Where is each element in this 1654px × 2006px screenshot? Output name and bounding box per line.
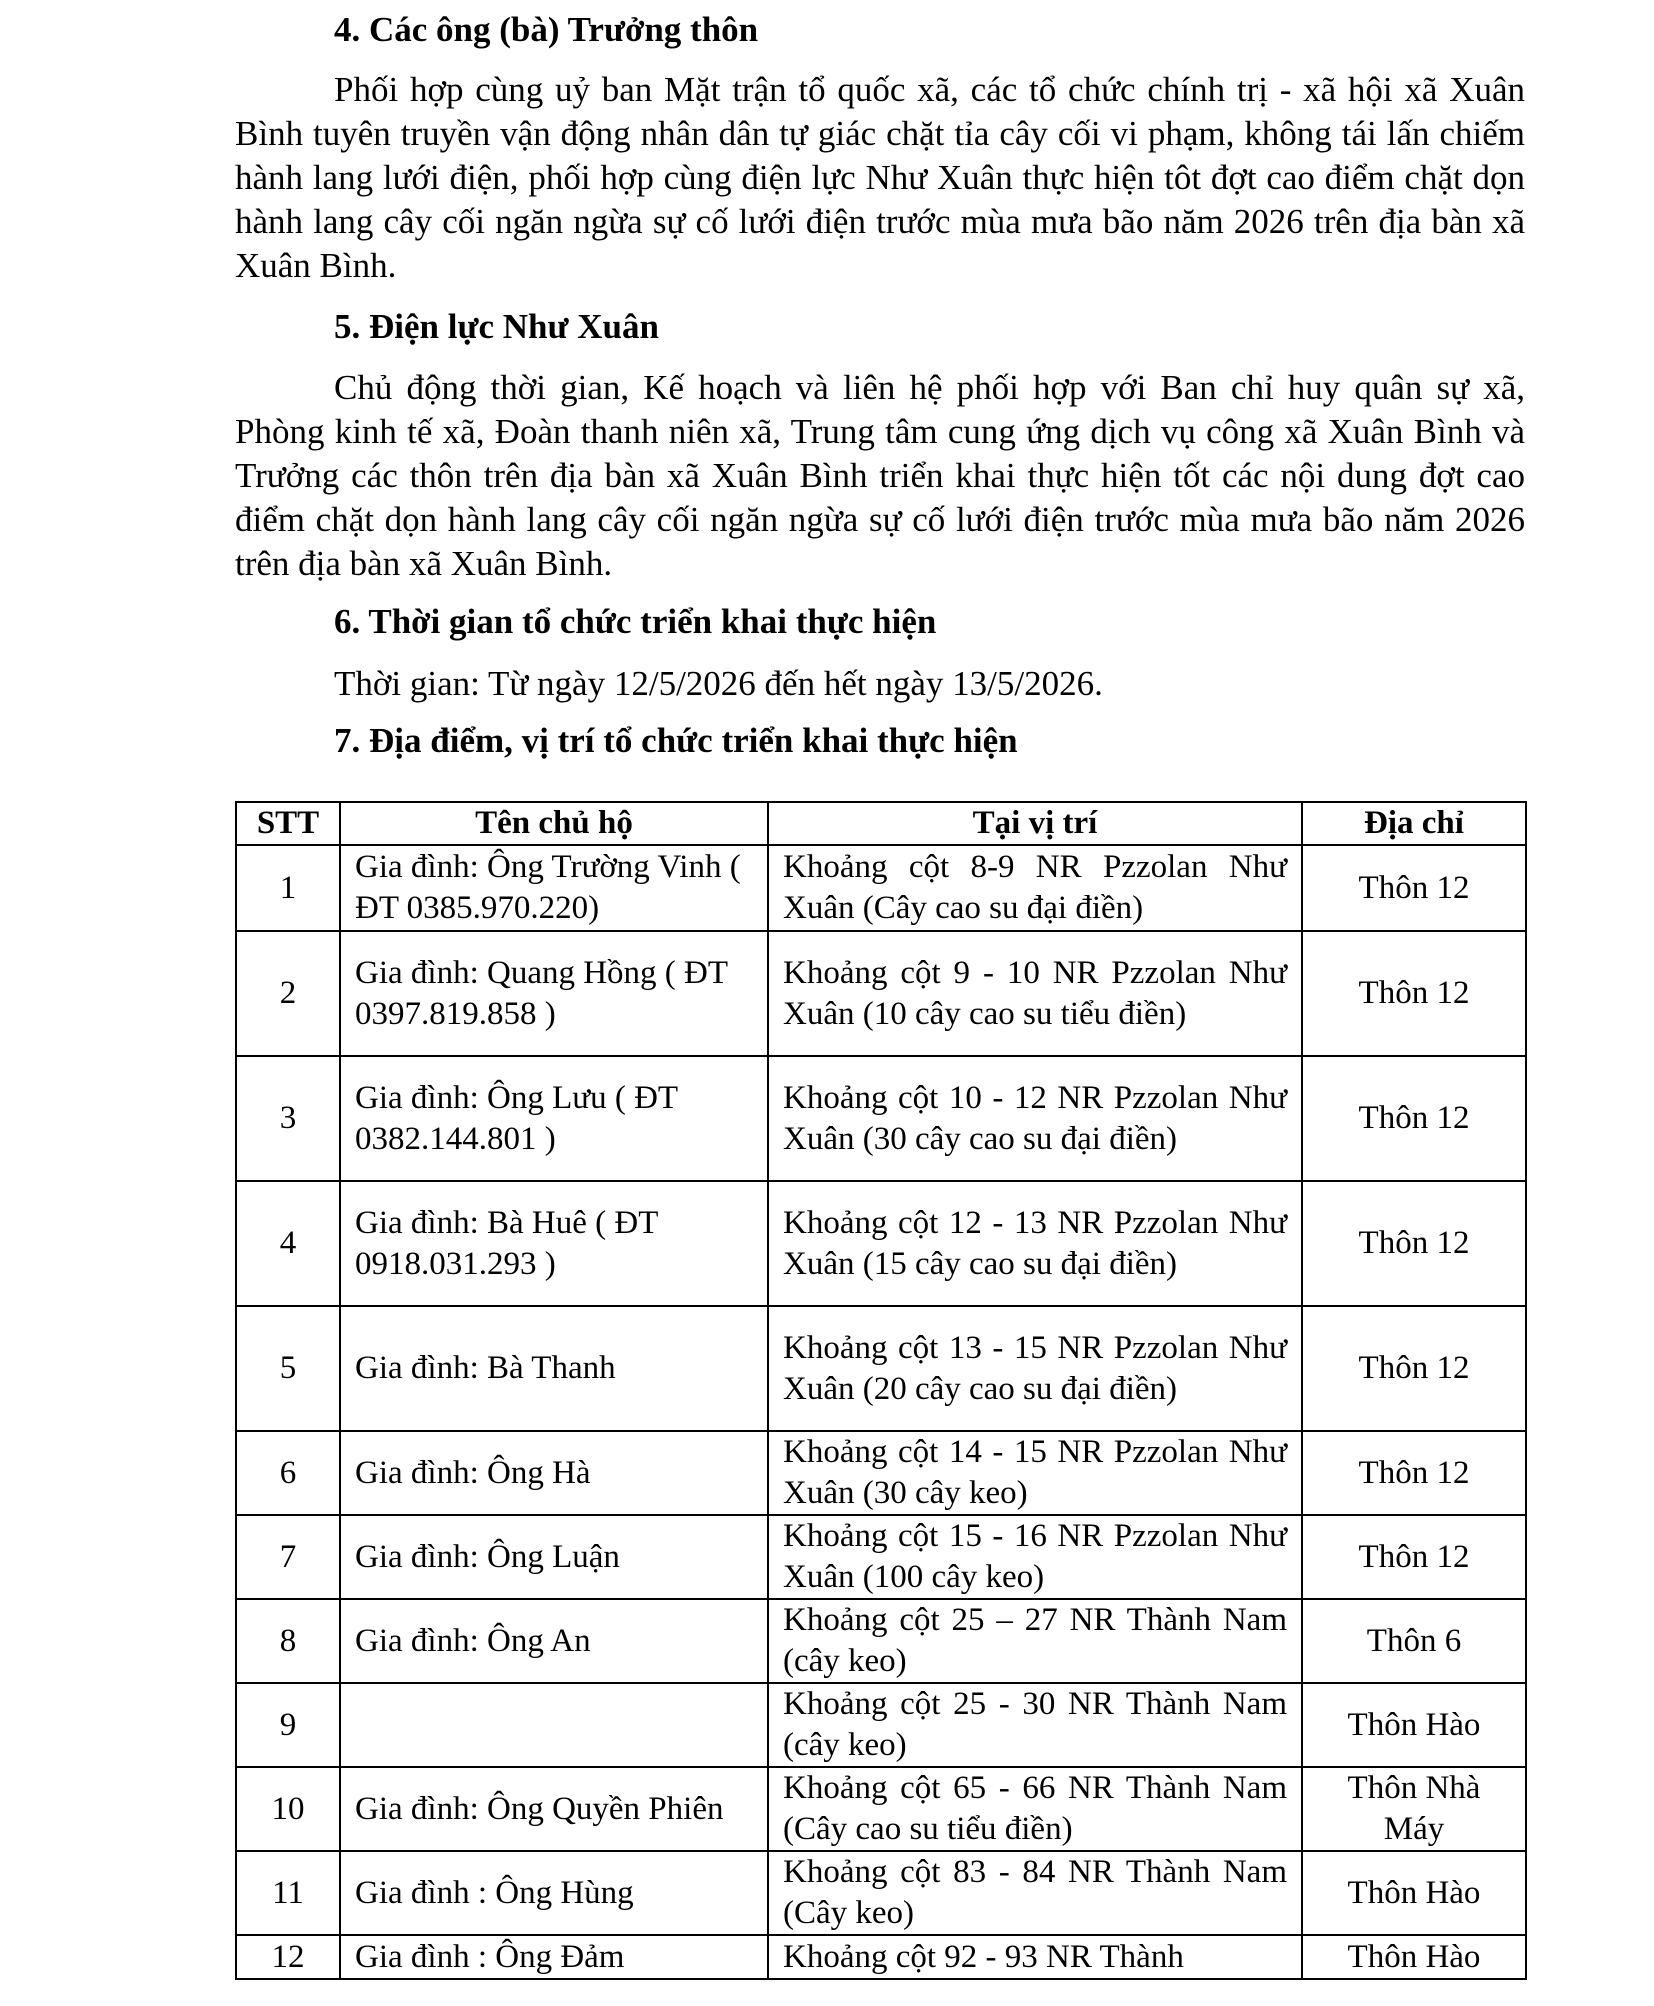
section-5-heading: 5. Điện lực Như Xuân (334, 307, 659, 346)
cell-stt: 9 (236, 1683, 340, 1767)
cell-location: Khoảng cột 13 - 15 NR Pzzolan Như Xuân (20 cây cao su đại điền) (768, 1306, 1302, 1431)
table-row (236, 1935, 1526, 1979)
cell-address: Thôn 12 (1302, 1431, 1526, 1515)
cell-location: Khoảng cột 92 - 93 NR Thành (768, 1935, 1302, 1979)
cell-location: Khoảng cột 14 - 15 NR Pzzolan Như Xuân (30 cây keo) (768, 1431, 1302, 1515)
section-4-heading: 4. Các ông (bà) Trưởng thôn (334, 10, 759, 49)
cell-address: Thôn Hào (1302, 1683, 1526, 1767)
section-5-text: Chủ động thời gian, Kế hoạch và liên hệ phối hợp với Ban chỉ huy quân sự xã, Phòng kinh tế xã, Đoàn thanh niên xã, Trung tâm cung ứng dịch vụ công xã Xuân Bình và Trưởng các thôn trên địa bàn xã Xuân Bình triển khai thực hiện tốt các nội dung đợt cao điểm chặt dọn hành lang cây cối ngăn ngừa sự cố lưới điện trước mùa mưa bão năm 2026 trên địa bàn xã Xuân Bình. (235, 368, 1525, 583)
cell-address: Thôn 12 (1302, 845, 1526, 931)
cell-owner: Gia đình: Quang Hồng ( ĐT 0397.819.858 ) (340, 931, 768, 1056)
section-6-heading: 6. Thời gian tổ chức triển khai thực hiện (334, 602, 937, 641)
cell-stt: 1 (236, 845, 340, 931)
table-row (236, 1851, 1526, 1935)
cell-owner: Gia đình: Ông Trường Vinh ( ĐT 0385.970.220) (340, 845, 768, 931)
cell-stt: 12 (236, 1935, 340, 1979)
cell-stt: 10 (236, 1767, 340, 1851)
header-owner: Tên chủ hộ (340, 802, 768, 845)
cell-location: Khoảng cột 25 - 30 NR Thành Nam (cây keo) (768, 1683, 1302, 1767)
cell-address: Thôn Hào (1302, 1935, 1526, 1979)
table-row (236, 1306, 1526, 1431)
cell-owner: Gia đình: Ông Hà (340, 1431, 768, 1515)
cell-stt: 3 (236, 1056, 340, 1181)
cell-stt: 8 (236, 1599, 340, 1683)
table-row (236, 1683, 1526, 1767)
cell-location: Khoảng cột 10 - 12 NR Pzzolan Như Xuân (30 cây cao su đại điền) (768, 1056, 1302, 1181)
table-row (236, 1515, 1526, 1599)
cell-location: Khoảng cột 65 - 66 NR Thành Nam (Cây cao su tiểu điền) (768, 1767, 1302, 1851)
cell-owner: Gia đình : Ông Hùng (340, 1851, 768, 1935)
table-row (236, 1056, 1526, 1181)
cell-address: Thôn Hào (1302, 1851, 1526, 1935)
cell-location: Khoảng cột 8-9 NR Pzzolan Như Xuân (Cây cao su đại điền) (768, 845, 1302, 931)
header-location: Tại vị trí (768, 802, 1302, 845)
cell-address: Thôn 12 (1302, 1515, 1526, 1599)
cell-location: Khoảng cột 12 - 13 NR Pzzolan Như Xuân (15 cây cao su đại điền) (768, 1181, 1302, 1306)
table-row (236, 1431, 1526, 1515)
header-address: Địa chỉ (1302, 802, 1526, 845)
cell-owner: Gia đình: Ông Quyền Phiên (340, 1767, 768, 1851)
cell-location: Khoảng cột 25 – 27 NR Thành Nam (cây keo) (768, 1599, 1302, 1683)
cell-stt: 7 (236, 1515, 340, 1599)
section-6-text: Thời gian: Từ ngày 12/5/2026 đến hết ngày 13/5/2026. (334, 664, 1103, 703)
table-row (236, 845, 1526, 931)
cell-stt: 4 (236, 1181, 340, 1306)
table-header-row (236, 802, 1526, 845)
table-row (236, 1767, 1526, 1851)
cell-owner (340, 1683, 768, 1767)
cell-address: Thôn 12 (1302, 931, 1526, 1056)
cell-stt: 5 (236, 1306, 340, 1431)
cell-owner: Gia đình: Ông An (340, 1599, 768, 1683)
cell-address: Thôn 12 (1302, 1056, 1526, 1181)
cell-address: Thôn 12 (1302, 1306, 1526, 1431)
cell-location: Khoảng cột 9 - 10 NR Pzzolan Như Xuân (10 cây cao su tiểu điền) (768, 931, 1302, 1056)
cell-stt: 6 (236, 1431, 340, 1515)
table-row (236, 1181, 1526, 1306)
table-row (236, 1599, 1526, 1683)
cell-location: Khoảng cột 15 - 16 NR Pzzolan Như Xuân (100 cây keo) (768, 1515, 1302, 1599)
cell-owner: Gia đình: Ông Luận (340, 1515, 768, 1599)
cell-owner: Gia đình: Bà Huê ( ĐT 0918.031.293 ) (340, 1181, 768, 1306)
cell-owner: Gia đình : Ông Đảm (340, 1935, 768, 1979)
header-stt: STT (236, 802, 340, 845)
table-row (236, 931, 1526, 1056)
cell-address: Thôn 12 (1302, 1181, 1526, 1306)
cell-owner: Gia đình: Ông Lưu ( ĐT 0382.144.801 ) (340, 1056, 768, 1181)
cell-owner: Gia đình: Bà Thanh (340, 1306, 768, 1431)
document-body (235, 0, 1525, 763)
cell-stt: 2 (236, 931, 340, 1056)
cell-address: Thôn Nhà Máy (1302, 1767, 1526, 1851)
cell-location: Khoảng cột 83 - 84 NR Thành Nam (Cây keo) (768, 1851, 1302, 1935)
cell-address: Thôn 6 (1302, 1599, 1526, 1683)
section-7-heading: 7. Địa điểm, vị trí tổ chức triển khai thực hiện (334, 721, 1018, 760)
location-table (235, 801, 1527, 1980)
cell-stt: 11 (236, 1851, 340, 1935)
section-4-text: Phối hợp cùng uỷ ban Mặt trận tổ quốc xã, các tổ chức chính trị - xã hội xã Xuân Bình tuyên truyền vận động nhân dân tự giác chặt tỉa cây cối vi phạm, không tái lấn chiếm hành lang lưới điện, phối hợp cùng điện lực Như Xuân thực hiện tôt đợt cao điểm chặt dọn hành lang cây cối ngăn ngừa sự cố lưới điện trước mùa mưa bão năm 2026 trên địa bàn xã Xuân Bình. (235, 70, 1525, 285)
